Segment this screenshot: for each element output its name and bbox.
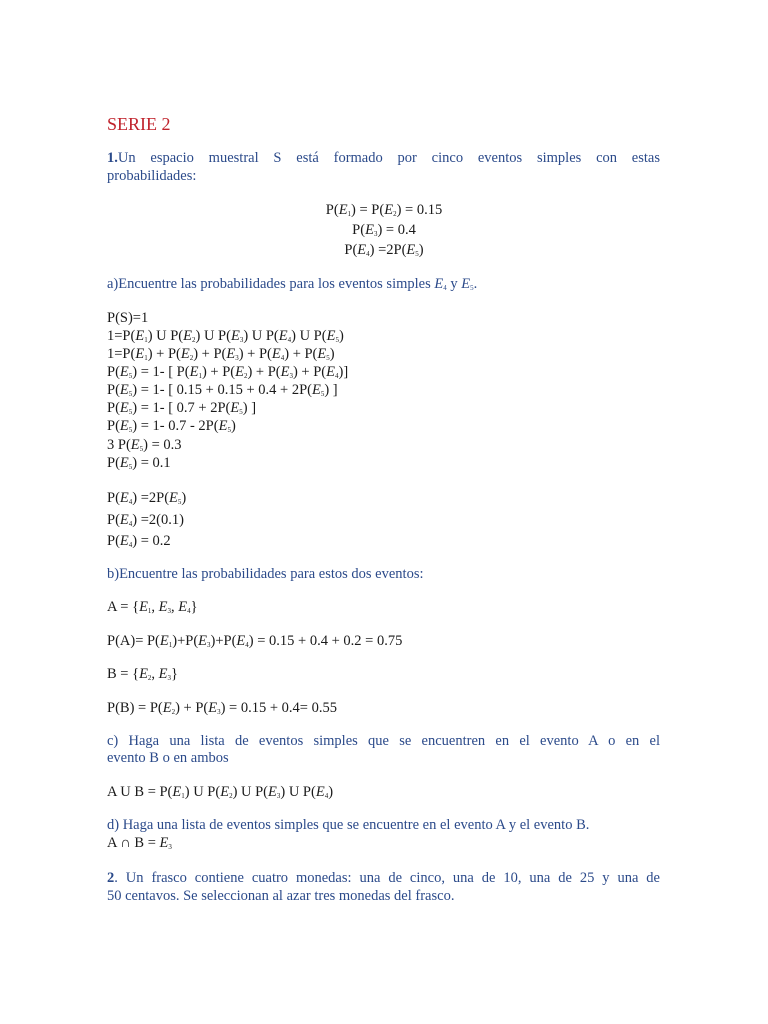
part-c-line2: evento B o en ambos [107,750,229,766]
intersection-line: A ∩ $B = E_3$ [107,835,172,851]
part-a-line: $P(E_5) = 1-$ [ $0.15 + 0.15 + 0.4 + 2P(E_5)$ ] [107,382,338,398]
part-a-line: $P(E_5) = 1-$ $0.7 - 2P(E_5)$ [107,418,236,434]
prob-b: $P(B) = P(E_2) + P(E_3) = 0.15 + 0.4= 0.55$ [107,700,337,716]
given-eq3: $P(E_4) =2P(E_5)$ [344,242,424,258]
given-eq2: $P(E_3) = 0.4$ [352,222,416,238]
problem1-line1: 1.Un espacio muestral S está formado por cinco eventos simples con estas [107,150,660,166]
page-title: SERIE 2 [107,114,171,134]
part-a-line: $P(E_5) = 1-$ [ $0.7 + 2P(E_5)$ ] [107,400,257,416]
part-a-line: P(S)=1 [107,310,149,326]
problem1-number: 1. [107,150,118,166]
problem2-line2: 50 centavos. Se seleccionan al azar tres monedas del frasco. [107,888,455,904]
union-line: A U $B = P(E_1)$ U $P(E_2)$ U $P(E_3)$ U $P(E_4)$ [107,784,334,800]
prob-a: $P(A)= P(E_1)+P(E_3)+P(E_4) = 0.15 + 0.4 + 0.2 = 0.75$ [107,633,403,649]
problem1-line2: probabilidades: [107,168,197,184]
part-a-line: $P(E_4) = 0.2$ [107,533,171,549]
part-a-line: $P(E_5) = 1-$ [ $P(E_1) + P(E_2) + P(E_3) + P(E_4)$] [107,364,349,380]
part-d-prompt: d) Haga una lista de eventos simples que se encuentre en el evento A y el evento B. [107,817,590,833]
given-eq1: $P(E_1) = P(E_2) = 0.15$ [325,202,443,218]
part-a-line: $1=P(E_1)$ U $P(E_2)$ U $P(E_3)$ U $P(E_4)$ U $P(E_5)$ [107,328,344,344]
part-a-line: $1=P(E_1) + P(E_2) + P(E_3) + P(E_4) + P(E_5)$ [107,346,335,362]
part-a-line: $P(E_5) = 0.1$ [107,455,171,471]
part-a-line: $P(E_4) =2(0.1)$ [107,512,184,528]
part-b-prompt: b)Encuentre las probabilidades para estos dos eventos: [107,566,424,582]
problem2-number: 2 [107,870,115,886]
part-a-prompt: a)Encuentre las probabilidades para los eventos simples $E_4$ y $E_5$. [107,276,478,292]
part-a-line: $P(E_4) =2P(E_5)$ [107,490,187,506]
problem2-line1: 2. Un frasco contiene cuatro monedas: una de cinco, una de 10, una de 25 y una de [107,870,660,886]
set-b: $B = \{E_2$, $E_3$} [107,666,178,682]
set-a: $A = \{E_1$, $E_3$, $E_4$} [107,599,198,615]
part-c-line1: c) Haga una lista de eventos simples que se encuentren en el evento A o en el [107,733,660,749]
part-a-line: 3 $P(E_5) = 0.3$ [107,437,182,453]
